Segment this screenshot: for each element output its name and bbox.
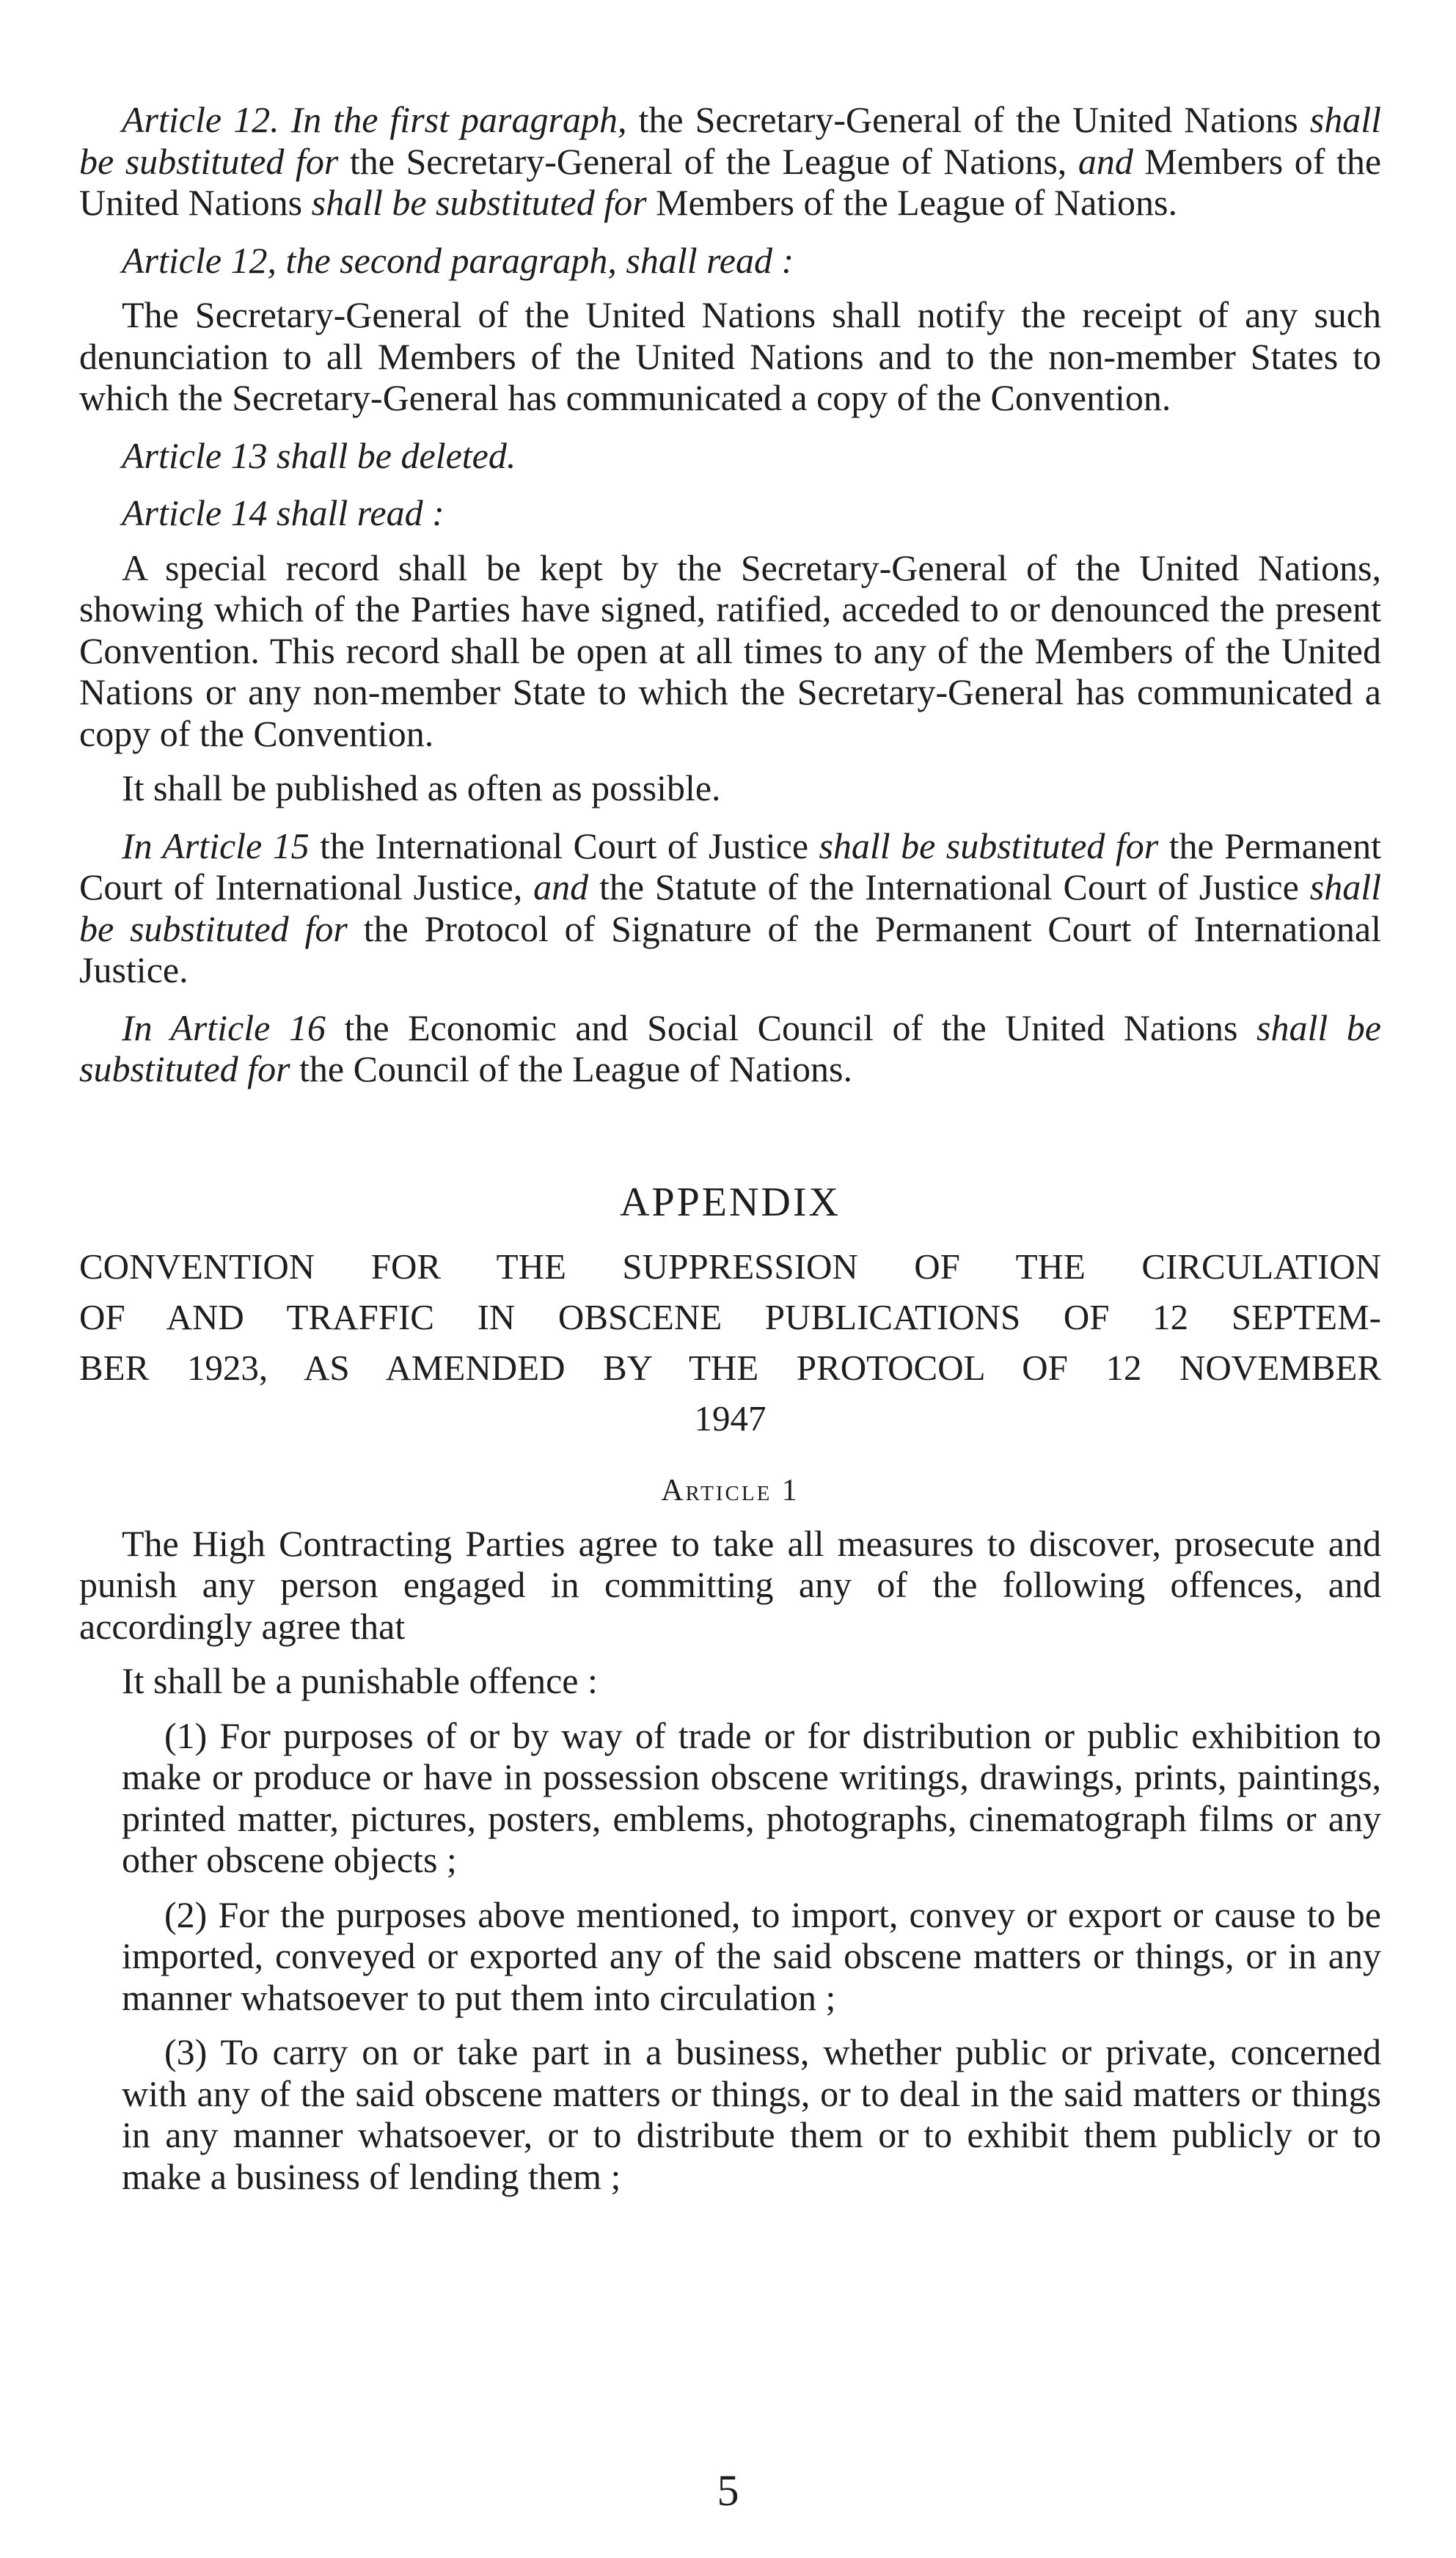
- article-14-text: A special record shall be kept by the Secretary-General of the United Nations, showing which of the Parties have signed, ratified, acceded to or denounced the present Convention. This record shall be open at all times to any of the Members of the United Nations or any non-member State to which the Secretary-General has communicated a copy of the Convention.: [79, 547, 1381, 754]
- article-1-heading: Article 1: [661, 1473, 800, 1508]
- offence-item: (2) For the purposes above mentioned, to import, convey or export or cause to be imported, conveyed or exported any of the said obscene matters or things, or in any manner whatsoever to put them into circulation ;: [122, 1893, 1381, 2018]
- article-12-second-paragraph-heading: Article 12, the second paragraph, shall read :: [122, 239, 794, 281]
- amendment-reference: In the first paragraph,: [290, 99, 627, 140]
- amendment-phrase: shall be substituted for: [79, 1006, 1381, 1089]
- amendment-phrase: and: [1078, 140, 1133, 182]
- convention-title-line: CONVENTION FOR THE SUPPRESSION OF THE CIRCULATION: [79, 1246, 1381, 1287]
- convention-title-line: BER 1923, AS AMENDED BY THE PROTOCOL OF 12 NOVEMBER: [79, 1347, 1381, 1388]
- convention-title: [79, 1241, 1381, 1444]
- article-14-publication-note: It shall be published as often as possible.: [122, 767, 721, 808]
- amendment-phrase: shall be substituted for: [79, 866, 1381, 949]
- amendment-reference: In Article 15: [122, 825, 310, 866]
- offence-item: (3) To carry on or take part in a business, whether public or private, concerned with any of the said obscene matters or things, or to deal in the said matters or things in any manner whatsoever, or to distribute them or to exhibit them publicly or to make a business of lending them ;: [122, 2031, 1381, 2197]
- offence-item: (1) For purposes of or by way of trade or for distribution or public exhibition to make or produce or have in possession obscene writings, drawings, prints, paintings, printed matter, pictures, posters, emblems, photographs, cinematograph films or any other obscene objects ;: [122, 1714, 1381, 1880]
- article-14-heading: Article 14 shall read :: [122, 492, 445, 533]
- convention-title-line: 1947: [694, 1397, 767, 1439]
- article-15-amendment: In Article 15 the International Court of Justice shall be substituted for the Permanent Court of International Justice, and the Statute of the International Court of Justice shall be substituted for the Protocol of Signature of the Permanent Court of International Justice.: [79, 825, 1381, 990]
- offence-lead: It shall be a punishable offence :: [122, 1660, 598, 1701]
- article-13-deletion: Article 13 shall be deleted.: [122, 434, 516, 476]
- article-1-intro: The High Contracting Parties agree to take all measures to discover, prosecute and punish any person engaged in committing any of the following offences, and accordingly agree that: [79, 1522, 1381, 1647]
- appendix-heading: APPENDIX: [620, 1179, 841, 1225]
- convention-title-line: OF AND TRAFFIC IN OBSCENE PUBLICATIONS OF 12 SEPTEM-: [79, 1296, 1381, 1337]
- article-16-amendment: In Article 16 the Economic and Social Council of the United Nations shall be substituted for the Council of the League of Nations.: [79, 1006, 1381, 1089]
- article-12-second-paragraph-text: The Secretary-General of the United Nations shall notify the receipt of any such denunciation to all Members of the United Nations and to the non-member States to which the Secretary-General has communicated a copy of the Convention.: [79, 294, 1381, 418]
- amendment-phrase: and: [533, 866, 589, 907]
- amendment-phrase: shall be substituted for: [311, 182, 647, 223]
- article-12-first-paragraph: Article 12. In the first paragraph, the Secretary-General of the United Nations shall be substituted for the Secretary-General of the League of Nations, and Members of the United Nations shall be substituted for Members of the League of Nations.: [79, 99, 1382, 223]
- amendment-phrase: shall be substituted for: [819, 825, 1159, 866]
- amendment-reference: In Article 16: [122, 1006, 326, 1048]
- page-body: [79, 99, 1381, 2197]
- page-number: 5: [717, 2466, 739, 2515]
- amendment-phrase: shall be substituted for: [79, 99, 1381, 182]
- amendment-reference: Article 12.: [122, 99, 279, 140]
